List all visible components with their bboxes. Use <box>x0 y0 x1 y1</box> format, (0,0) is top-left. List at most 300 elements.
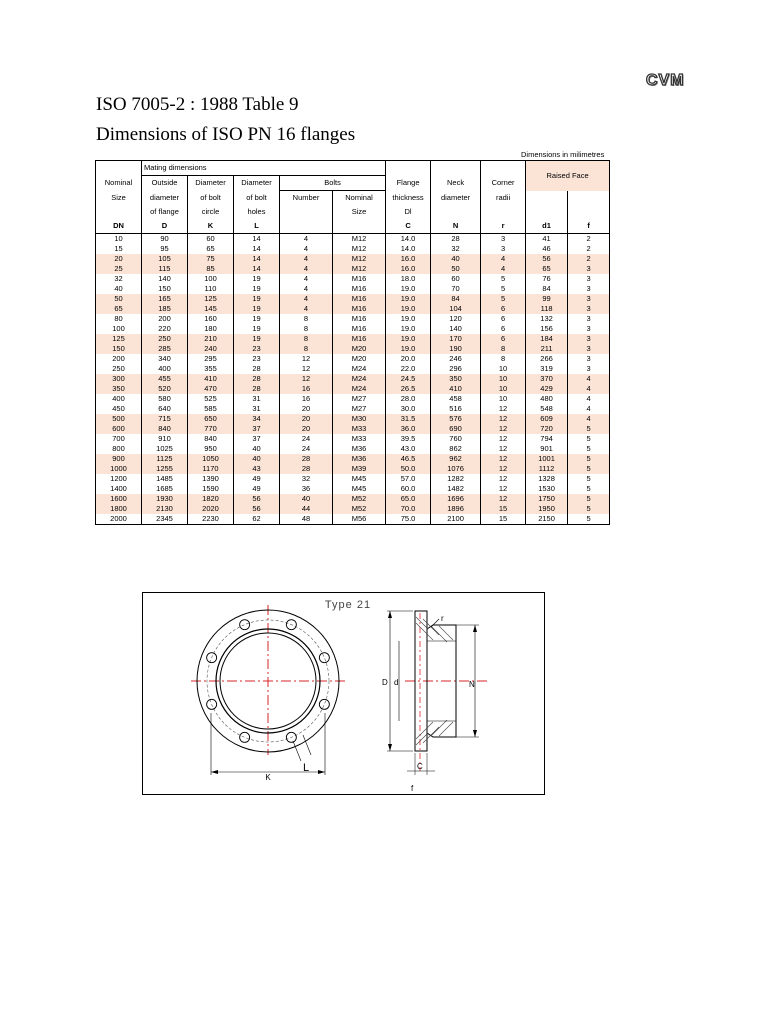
units-note: Dimensions in milimetres <box>521 150 605 159</box>
table-cell: 23 <box>234 354 280 364</box>
table-cell: 56 <box>234 494 280 504</box>
table-cell: M36 <box>333 444 386 454</box>
table-cell: 4 <box>280 294 333 304</box>
table-row <box>96 244 610 254</box>
table-cell: 12 <box>481 434 526 444</box>
table-cell: M33 <box>333 424 386 434</box>
table-cell: 12 <box>280 364 333 374</box>
table-cell: 23 <box>234 344 280 354</box>
table-cell: 10 <box>96 234 142 245</box>
table-cell: 15 <box>481 504 526 514</box>
table-cell: 6 <box>481 334 526 344</box>
table-cell: 14.0 <box>386 244 431 254</box>
table-row <box>96 234 610 245</box>
table-cell: 4 <box>280 304 333 314</box>
table-cell: M16 <box>333 274 386 284</box>
table-cell: 3 <box>568 304 610 314</box>
table-row <box>96 374 610 384</box>
table-cell: 150 <box>142 284 188 294</box>
table-cell: 1390 <box>188 474 234 484</box>
table-cell: 2230 <box>188 514 234 525</box>
table-cell: 8 <box>280 314 333 324</box>
table-cell: 2345 <box>142 514 188 525</box>
table-cell: 160 <box>188 314 234 324</box>
table-cell: M16 <box>333 294 386 304</box>
label-f: f <box>411 784 414 793</box>
table-cell: 1485 <box>142 474 188 484</box>
table-cell: 8 <box>280 344 333 354</box>
bolt-hole <box>319 699 329 709</box>
table-cell: 200 <box>142 314 188 324</box>
table-cell: 105 <box>142 254 188 264</box>
table-cell: 140 <box>142 274 188 284</box>
table-cell: 5 <box>568 484 610 494</box>
table-cell: M12 <box>333 254 386 264</box>
table-cell: 37 <box>234 424 280 434</box>
table-cell: 18.0 <box>386 274 431 284</box>
table-cell: 220 <box>142 324 188 334</box>
table-cell: 70 <box>431 284 481 294</box>
table-cell: 6 <box>481 304 526 314</box>
table-cell: 12 <box>481 444 526 454</box>
table-cell: 16 <box>280 394 333 404</box>
table-cell: 16.0 <box>386 264 431 274</box>
table-cell: 1482 <box>431 484 481 494</box>
table-cell: M24 <box>333 374 386 384</box>
table-cell: 4 <box>280 254 333 264</box>
bolt-hole <box>240 620 250 630</box>
table-cell: 3 <box>568 364 610 374</box>
table-cell: 1050 <box>188 454 234 464</box>
table-cell: 22.0 <box>386 364 431 374</box>
table-cell: 65 <box>188 244 234 254</box>
table-cell: 19 <box>234 314 280 324</box>
table-row <box>96 424 610 434</box>
table-cell: 28 <box>234 374 280 384</box>
table-cell: M24 <box>333 384 386 394</box>
table-cell: 4 <box>481 254 526 264</box>
header-row-2: Nominal Outside Diameter Diameter Bolts Flange Neck Corner <box>96 176 610 191</box>
table-cell: 1696 <box>431 494 481 504</box>
table-cell: 285 <box>142 344 188 354</box>
flange-diagram <box>142 592 545 795</box>
table-cell: 65 <box>526 264 568 274</box>
table-cell: 910 <box>142 434 188 444</box>
table-row <box>96 494 610 504</box>
table-cell: 4 <box>568 394 610 404</box>
table-cell: 14.0 <box>386 234 431 245</box>
cvm-logo: CVM <box>646 72 685 89</box>
side-view <box>382 611 488 793</box>
table-cell: 125 <box>96 334 142 344</box>
table-row <box>96 264 610 274</box>
table-cell: 3 <box>568 294 610 304</box>
table-cell: 28.0 <box>386 394 431 404</box>
table-cell: 31 <box>234 394 280 404</box>
table-cell: 140 <box>431 324 481 334</box>
table-cell: 5 <box>568 444 610 454</box>
table-cell: 962 <box>431 454 481 464</box>
table-row <box>96 364 610 374</box>
table-cell: 19 <box>234 284 280 294</box>
table-cell: 12 <box>481 454 526 464</box>
table-row <box>96 474 610 484</box>
table-cell: 24 <box>280 434 333 444</box>
table-cell: 99 <box>526 294 568 304</box>
table-cell: 28 <box>280 454 333 464</box>
table-cell: M27 <box>333 394 386 404</box>
table-cell: 12 <box>481 484 526 494</box>
table-cell: 410 <box>431 384 481 394</box>
table-cell: 46.5 <box>386 454 431 464</box>
table-cell: 300 <box>96 374 142 384</box>
table-row <box>96 294 610 304</box>
table-cell: 8 <box>280 334 333 344</box>
table-cell: 500 <box>96 414 142 424</box>
table-cell: 3 <box>568 314 610 324</box>
table-cell: M33 <box>333 434 386 444</box>
table-cell: 1950 <box>526 504 568 514</box>
table-cell: 580 <box>142 394 188 404</box>
table-cell: 19.0 <box>386 324 431 334</box>
table-cell: 49 <box>234 484 280 494</box>
table-cell: 470 <box>188 384 234 394</box>
table-cell: 690 <box>431 424 481 434</box>
table-cell: 200 <box>96 354 142 364</box>
table-cell: 4 <box>280 244 333 254</box>
label-n: N <box>469 680 475 689</box>
table-cell: 31.5 <box>386 414 431 424</box>
table-cell: 20 <box>280 404 333 414</box>
table-row <box>96 334 610 344</box>
table-row <box>96 384 610 394</box>
table-cell: 28 <box>234 364 280 374</box>
table-cell: 3 <box>568 324 610 334</box>
table-cell: 1930 <box>142 494 188 504</box>
table-cell: 450 <box>96 404 142 414</box>
table-cell: 100 <box>96 324 142 334</box>
header-row-3: Size diameter of bolt of bolt Number Nominal thickness diameter radii <box>96 191 610 206</box>
table-cell: 2 <box>568 254 610 264</box>
table-cell: M16 <box>333 334 386 344</box>
table-cell: 5 <box>568 454 610 464</box>
table-cell: 100 <box>188 274 234 284</box>
table-cell: M24 <box>333 364 386 374</box>
table-cell: 12 <box>481 474 526 484</box>
table-row <box>96 454 610 464</box>
table-cell: 585 <box>188 404 234 414</box>
table-cell: 60 <box>431 274 481 284</box>
table-cell: 120 <box>431 314 481 324</box>
table-cell: 3 <box>568 334 610 344</box>
table-cell: 211 <box>526 344 568 354</box>
table-cell: 25 <box>96 264 142 274</box>
table-cell: 266 <box>526 354 568 364</box>
table-cell: 28 <box>280 464 333 474</box>
table-cell: 40 <box>96 284 142 294</box>
table-cell: 900 <box>96 454 142 464</box>
table-cell: 190 <box>431 344 481 354</box>
table-cell: M16 <box>333 304 386 314</box>
table-cell: 715 <box>142 414 188 424</box>
table-cell: 2 <box>568 234 610 245</box>
table-cell: 12 <box>481 494 526 504</box>
table-row <box>96 394 610 404</box>
table-cell: 19 <box>234 294 280 304</box>
document-title: ISO 7005-2 : 1988 Table 9 <box>96 94 299 115</box>
table-cell: 24.5 <box>386 374 431 384</box>
table-cell: 901 <box>526 444 568 454</box>
table-cell: 770 <box>188 424 234 434</box>
table-row <box>96 314 610 324</box>
table-cell: 862 <box>431 444 481 454</box>
table-cell: 4 <box>280 234 333 245</box>
table-cell: 19 <box>234 334 280 344</box>
table-cell: 43.0 <box>386 444 431 454</box>
table-cell: 12 <box>481 404 526 414</box>
table-cell: M12 <box>333 244 386 254</box>
table-cell: 6 <box>481 314 526 324</box>
table-cell: 3 <box>481 234 526 245</box>
flange-drawing <box>143 593 546 796</box>
table-cell: 2 <box>568 244 610 254</box>
table-cell: 1590 <box>188 484 234 494</box>
table-cell: 12 <box>280 354 333 364</box>
table-cell: 5 <box>568 514 610 525</box>
table-cell: 4 <box>568 404 610 414</box>
table-row <box>96 354 610 364</box>
table-cell: 3 <box>568 354 610 364</box>
table-cell: 104 <box>431 304 481 314</box>
table-cell: 57.0 <box>386 474 431 484</box>
table-cell: 28 <box>431 234 481 245</box>
table-cell: 1685 <box>142 484 188 494</box>
table-cell: 14 <box>234 244 280 254</box>
table-cell: 14 <box>234 234 280 245</box>
table-cell: 319 <box>526 364 568 374</box>
table-cell: 246 <box>431 354 481 364</box>
table-cell: 576 <box>431 414 481 424</box>
table-row <box>96 324 610 334</box>
table-cell: 16 <box>280 384 333 394</box>
table-cell: 19.0 <box>386 284 431 294</box>
table-cell: 14 <box>234 254 280 264</box>
table-cell: 370 <box>526 374 568 384</box>
table-cell: 62 <box>234 514 280 525</box>
table-cell: 3 <box>568 264 610 274</box>
table-cell: 4 <box>280 284 333 294</box>
table-cell: M12 <box>333 234 386 245</box>
bolt-hole <box>240 732 250 742</box>
table-cell: 12 <box>481 464 526 474</box>
table-cell: 75.0 <box>386 514 431 525</box>
table-cell: 400 <box>96 394 142 404</box>
table-cell: 19.0 <box>386 294 431 304</box>
table-cell: 43 <box>234 464 280 474</box>
table-cell: 2150 <box>526 514 568 525</box>
table-cell: 19.0 <box>386 344 431 354</box>
table-cell: 31 <box>234 404 280 414</box>
table-row <box>96 284 610 294</box>
table-cell: 1282 <box>431 474 481 484</box>
table-cell: 350 <box>431 374 481 384</box>
table-cell: 16.0 <box>386 254 431 264</box>
table-cell: 48 <box>280 514 333 525</box>
table-cell: 1170 <box>188 464 234 474</box>
table-cell: 32 <box>96 274 142 284</box>
table-cell: 75 <box>188 254 234 264</box>
table-cell: 5 <box>568 494 610 504</box>
table-cell: 24 <box>280 444 333 454</box>
table-row <box>96 504 610 514</box>
table-cell: 132 <box>526 314 568 324</box>
table-cell: 4 <box>280 274 333 284</box>
label-d: D <box>382 678 388 687</box>
table-cell: 3 <box>481 244 526 254</box>
table-cell: 46 <box>526 244 568 254</box>
table-cell: 455 <box>142 374 188 384</box>
table-cell: 150 <box>96 344 142 354</box>
table-cell: 40 <box>431 254 481 264</box>
table-cell: 145 <box>188 304 234 314</box>
table-row <box>96 304 610 314</box>
table-cell: 15 <box>96 244 142 254</box>
table-cell: 840 <box>188 434 234 444</box>
table-cell: 10 <box>481 384 526 394</box>
table-cell: 15 <box>481 514 526 525</box>
table-cell: 50.0 <box>386 464 431 474</box>
table-cell: 340 <box>142 354 188 364</box>
table-cell: 30.0 <box>386 404 431 414</box>
table-row <box>96 464 610 474</box>
table-cell: 20 <box>96 254 142 264</box>
table-row <box>96 434 610 444</box>
table-cell: 65.0 <box>386 494 431 504</box>
bolt-hole <box>319 653 329 663</box>
table-cell: 3 <box>568 274 610 284</box>
table-cell: 1400 <box>96 484 142 494</box>
table-cell: 28 <box>234 384 280 394</box>
table-cell: M45 <box>333 474 386 484</box>
table-cell: 44 <box>280 504 333 514</box>
table-cell: M16 <box>333 314 386 324</box>
table-cell: 800 <box>96 444 142 454</box>
table-cell: M52 <box>333 504 386 514</box>
table-cell: 4 <box>568 414 610 424</box>
table-cell: 355 <box>188 364 234 374</box>
label-r: r <box>441 614 444 623</box>
table-cell: M36 <box>333 454 386 464</box>
table-cell: 26.5 <box>386 384 431 394</box>
table-cell: 760 <box>431 434 481 444</box>
table-cell: 19.0 <box>386 314 431 324</box>
table-cell: 4 <box>481 264 526 274</box>
table-cell: 20 <box>280 414 333 424</box>
table-cell: M39 <box>333 464 386 474</box>
table-cell: 794 <box>526 434 568 444</box>
table-cell: 65 <box>96 304 142 314</box>
table-cell: 2100 <box>431 514 481 525</box>
table-cell: 56 <box>234 504 280 514</box>
table-row <box>96 514 610 525</box>
table-cell: 50 <box>431 264 481 274</box>
table-cell: M20 <box>333 354 386 364</box>
table-cell: 210 <box>188 334 234 344</box>
table-cell: 1025 <box>142 444 188 454</box>
table-cell: 19 <box>234 324 280 334</box>
table-cell: 36.0 <box>386 424 431 434</box>
table-cell: 5 <box>568 434 610 444</box>
table-cell: 32 <box>431 244 481 254</box>
table-row <box>96 404 610 414</box>
table-cell: 40 <box>234 444 280 454</box>
table-cell: 1328 <box>526 474 568 484</box>
table-cell: 19.0 <box>386 334 431 344</box>
table-cell: 184 <box>526 334 568 344</box>
table-cell: 548 <box>526 404 568 414</box>
table-cell: 480 <box>526 394 568 404</box>
table-cell: 118 <box>526 304 568 314</box>
table-cell: 1112 <box>526 464 568 474</box>
table-row <box>96 254 610 264</box>
label-l: L <box>303 762 310 774</box>
table-row <box>96 484 610 494</box>
label-d1: d <box>394 678 399 687</box>
table-cell: 41 <box>526 234 568 245</box>
table-cell: 36 <box>280 484 333 494</box>
table-cell: 5 <box>568 424 610 434</box>
table-cell: 12 <box>481 414 526 424</box>
table-cell: M52 <box>333 494 386 504</box>
table-cell: 609 <box>526 414 568 424</box>
mating-dimensions-header: Mating dimensions <box>142 161 386 176</box>
table-cell: 1896 <box>431 504 481 514</box>
table-cell: M12 <box>333 264 386 274</box>
table-cell: 10 <box>481 374 526 384</box>
table-cell: 95 <box>142 244 188 254</box>
table-cell: 60 <box>188 234 234 245</box>
table-row <box>96 344 610 354</box>
table-cell: 10 <box>481 394 526 404</box>
table-cell: 12 <box>481 424 526 434</box>
label-k: K <box>265 773 271 782</box>
table-cell: 1600 <box>96 494 142 504</box>
table-cell: 4 <box>280 264 333 274</box>
table-cell: 8 <box>481 354 526 364</box>
table-row <box>96 414 610 424</box>
table-cell: 60.0 <box>386 484 431 494</box>
table-cell: 180 <box>188 324 234 334</box>
table-cell: 3 <box>568 344 610 354</box>
table-cell: 5 <box>568 464 610 474</box>
table-cell: 19 <box>234 274 280 284</box>
table-cell: 37 <box>234 434 280 444</box>
table-cell: 49 <box>234 474 280 484</box>
table-cell: 840 <box>142 424 188 434</box>
table-cell: M30 <box>333 414 386 424</box>
front-view <box>191 605 345 782</box>
table-row <box>96 274 610 284</box>
table-cell: M16 <box>333 324 386 334</box>
table-cell: 429 <box>526 384 568 394</box>
table-cell: M16 <box>333 284 386 294</box>
table-cell: 1200 <box>96 474 142 484</box>
table-cell: 5 <box>481 284 526 294</box>
table-cell: 400 <box>142 364 188 374</box>
table-cell: 525 <box>188 394 234 404</box>
table-cell: 156 <box>526 324 568 334</box>
table-cell: M45 <box>333 484 386 494</box>
